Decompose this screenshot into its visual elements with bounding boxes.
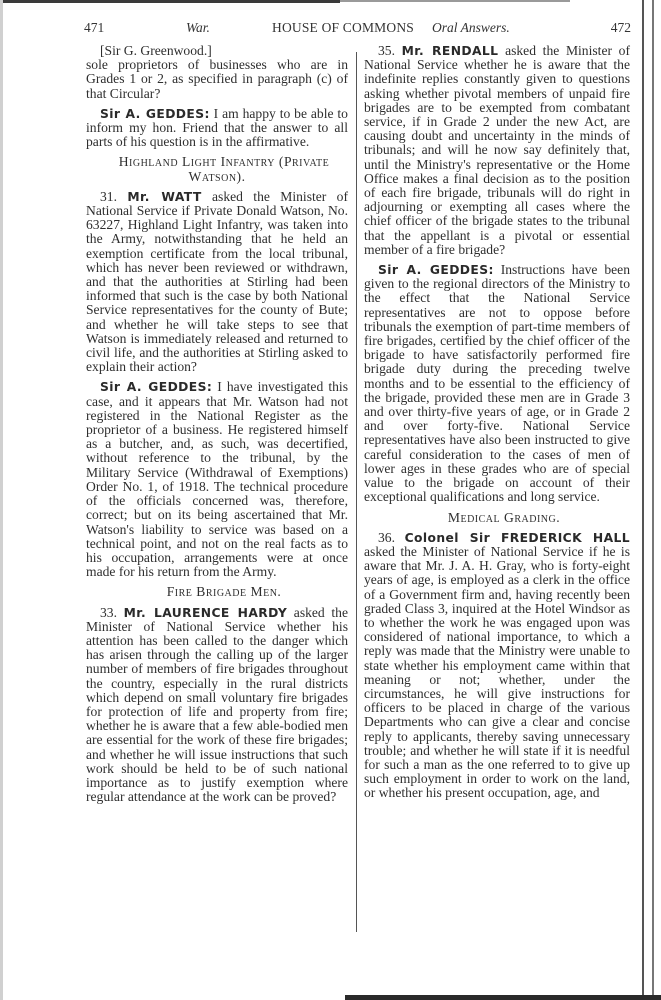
question-number: 33.	[100, 604, 117, 620]
page-header	[84, 20, 634, 36]
answer-text: I am happy to be able to inform my hon. Friend that the answer to all parts of his question is in the affirmative.	[86, 105, 348, 150]
running-title: HOUSE OF COMMONS	[272, 20, 414, 35]
scan-bottom-edge	[345, 995, 661, 1000]
question-number: 36.	[378, 529, 395, 545]
question-number: 31.	[100, 188, 117, 204]
section-heading: Medical Grading.	[447, 509, 561, 525]
speaker-name: Mr. RENDALL	[401, 44, 499, 58]
left-column	[86, 44, 348, 810]
answer-text: I have investigated this case, and it appears that Mr. Watson had not registered in the National Register as the proprietor of a business. He registered himself as a butcher, and, as such, was decertified, without reference to the tribunal, by the Military Service (Withdrawal of Exemptions) Order No. 1, of 1918. The technical procedure of the officials concerned was, therefore, correct; but on its being ascertained that Mr. Watson's liability to service was based on a technical point, and not on the real facts as to his occupation, arrangements were at once made for his return from the Army.	[86, 379, 348, 580]
speaker-name: Mr. WATT	[127, 189, 202, 204]
section-heading: Fire Brigade Men.	[166, 584, 282, 600]
question-text: asked the Minister of National Service if he is aware that Mr. J. A. H. Gray, who is forty-eight years of age, is employed as a clerk in the office of a Government firm and, having recently been graded Class 3, inquired at the Hotel Windsor as to whether the work he was engaged upon was considered of national importance, to which a reply was made that the Ministry were unable to state whether his employment came within that meaning or not; whether, under the circumstances, he will give instructions for officers to be placed in charge of the various Departments who can give a clear and concise reply to applicants, thereby saving unnecessary trouble; and whether he will state if it is needful for such a man as the one referred to to give up such employment in order to work on the land, or whether his present occupation, age, and	[364, 543, 630, 801]
continuation-text: sole proprietors of businesses who are in Grades 1 or 2, as specified in paragraph (c) of that Circular?	[86, 57, 348, 101]
question-paragraph	[86, 606, 348, 805]
speaker-name: Colonel Sir FREDERICK HALL	[404, 530, 630, 545]
section-heading: Highland Light Infantry (Private Watson).	[118, 154, 330, 184]
scan-top-edge	[0, 0, 340, 3]
answer-paragraph	[364, 263, 630, 504]
continuation-speaker: [Sir G. Greenwood.]	[100, 43, 212, 58]
question-text: asked the Minister of National Service whether he is aware that the indefinite replies constantly given to questions asking whether pivotal members of unpaid fire brigades are to be exempted from combatant service, if in Grade 2 under the new Act, are causing doubt and uncertainty in the minds of tribunals; and will he now say definitely that, until the Ministry's representative or the Home Office makes a final decision as to the position of each fire brigade, tribunals will do right in adjourning or exempting all cases where the chief officer of the brigade states to the tribunal that the appellant is a pivotal or essential member of a fire brigade?	[364, 43, 630, 257]
right-column	[364, 44, 630, 807]
column-number-right: 472	[610, 20, 631, 35]
scan-top-edge-light	[340, 0, 570, 2]
question-paragraph	[86, 190, 348, 375]
section-label-left: War.	[186, 20, 210, 35]
speaker-name: Sir A. GEDDES:	[100, 380, 213, 395]
scan-right-margin-line	[652, 0, 654, 1000]
question-number: 35.	[378, 43, 395, 58]
column-divider	[356, 52, 357, 932]
scan-left-edge	[0, 0, 3, 1000]
speaker-name: Mr. LAURENCE HARDY	[123, 605, 288, 620]
speaker-name: Sir A. GEDDES:	[100, 106, 210, 121]
speaker-name: Sir A. GEDDES:	[378, 263, 494, 278]
question-text: asked the Minister of National Service if Private Donald Watson, No. 63227, Highland Light Infantry, was taken into the Army, notwithstanding that he held an exemption certificate from the local tribunal, which has never been reviewed or withdrawn, and that the authorities at Stirling had been informed that such is the case by both National Service representatives for the county of Bute; and whether he will take steps to see that Watson is immediately released and returned to civil life, and the authorities at Stirling asked to explain their action?	[86, 188, 348, 375]
answer-paragraph	[86, 380, 348, 579]
column-number-left: 471	[84, 20, 105, 35]
question-text: asked the Minister of National Service whether his attention has been called to the danger which has arisen through the calling up of the larger number of members of fire brigades throughout the country, especially in the rural districts which depend on small voluntary fire brigades for protection of life and property from fire; whether he is aware that a few able-bodied men are essential for the work of these fire brigades; and whether he will issue instructions that such work should be held to be of such national importance as to justify exemption where regular attendance at the work can be proved?	[86, 604, 348, 805]
answer-text: Instructions have been given to the regional directors of the Ministry to the effect that the National Service representatives are not to oppose before tribunals the exemption of part-time members of fire brigades, certified by the chief officer of the brigade to have satisfactorily performed fire brigade duty during the preceding twelve months and to be essential to the efficiency of the brigade, provided these men are in Grade 3 and over thirty-five years of age, or in Grade 2 and over forty-five. National Service representatives have also been instructed to give careful consideration to the cases of men of lower ages in these grades who are of special value to the brigade on account of their exceptional qualifications and long service.	[364, 262, 631, 505]
section-label-right: Oral Answers.	[432, 20, 510, 35]
question-paragraph	[364, 44, 630, 257]
question-paragraph	[364, 531, 630, 801]
answer-paragraph	[86, 107, 348, 150]
